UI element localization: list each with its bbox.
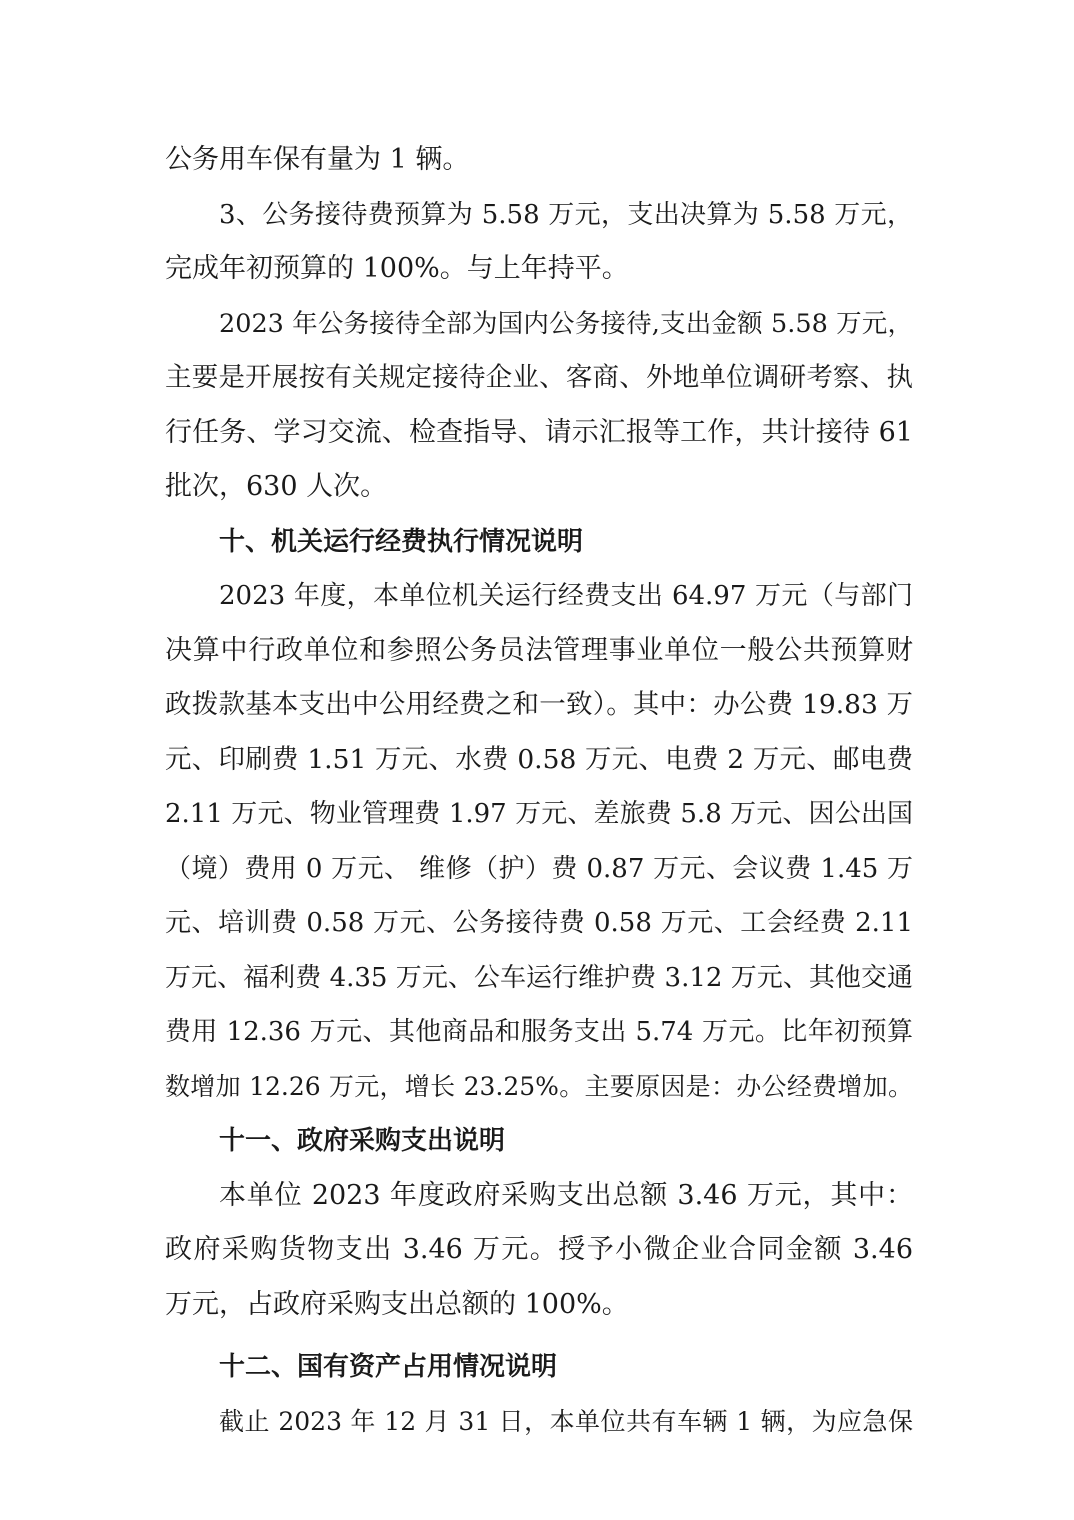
text-line: 截止 2023 年 12 月 31 日，本单位共有车辆 1 辆，为应急保 (219, 1406, 913, 1436)
text-line: 公务用车保有量为 1 辆。 (165, 144, 470, 175)
text-line: 政府采购货物支出 3.46 万元。授予小微企业合同金额 3.46 (165, 1234, 913, 1265)
text-line: 元、印刷费 1.51 万元、水费 0.58 万元、电费 2 万元、邮电费 (165, 743, 913, 775)
section-heading-11: 十一、政府采购支出说明 (219, 1126, 506, 1156)
text-line: 元、培训费 0.58 万元、公务接待费 0.58 万元、工会经费 2.11 (165, 908, 913, 938)
text-line: 万元、福利费 4.35 万元、公车运行维护费 3.12 万元、其他交通 (165, 962, 913, 993)
text-line: 2023 年度，本单位机关运行经费支出 64.97 万元（与部门 (219, 581, 913, 611)
text-line: 批次，630 人次。 (165, 471, 388, 502)
text-line: 决算中行政单位和参照公务员法管理事业单位一般公共预算财 (165, 634, 913, 666)
text-line: （境）费用 0 万元、 维修（护）费 0.87 万元、会议费 1.45 万 (165, 853, 913, 884)
text-line: 完成年初预算的 100%。与上年持平。 (165, 253, 629, 284)
text-line: 行任务、学习交流、检查指导、请示汇报等工作，共计接待 61 (165, 416, 913, 448)
text-line: 主要是开展按有关规定接待企业、客商、外地单位调研考察、执 (165, 362, 913, 393)
text-line: 费用 12.36 万元、其他商品和服务支出 5.74 万元。比年初预算 (165, 1017, 913, 1047)
section-heading-10: 十、机关运行经费执行情况说明 (219, 526, 584, 557)
text-line: 万元，占政府采购支出总额的 100%。 (165, 1288, 629, 1320)
text-line: 2023 年公务接待全部为国内公务接待,支出金额 5.58 万元， (219, 308, 913, 339)
text-line: 本单位 2023 年度政府采购支出总额 3.46 万元，其中： (219, 1179, 913, 1211)
document-body (165, 133, 913, 1449)
text-line: 3、公务接待费预算为 5.58 万元，支出决算为 5.58 万元， (219, 199, 913, 230)
text-line: 2.11 万元、物业管理费 1.97 万元、差旅费 5.8 万元、因公出国 (165, 799, 913, 829)
text-line: 数增加 12.26 万元，增长 23.25%。主要原因是：办公经费增加。 (165, 1071, 913, 1101)
section-heading-12: 十二、国有资产占用情况说明 (219, 1352, 558, 1382)
text-line: 政拨款基本支出中公用经费之和一致）。其中：办公费 19.83 万 (165, 689, 913, 720)
